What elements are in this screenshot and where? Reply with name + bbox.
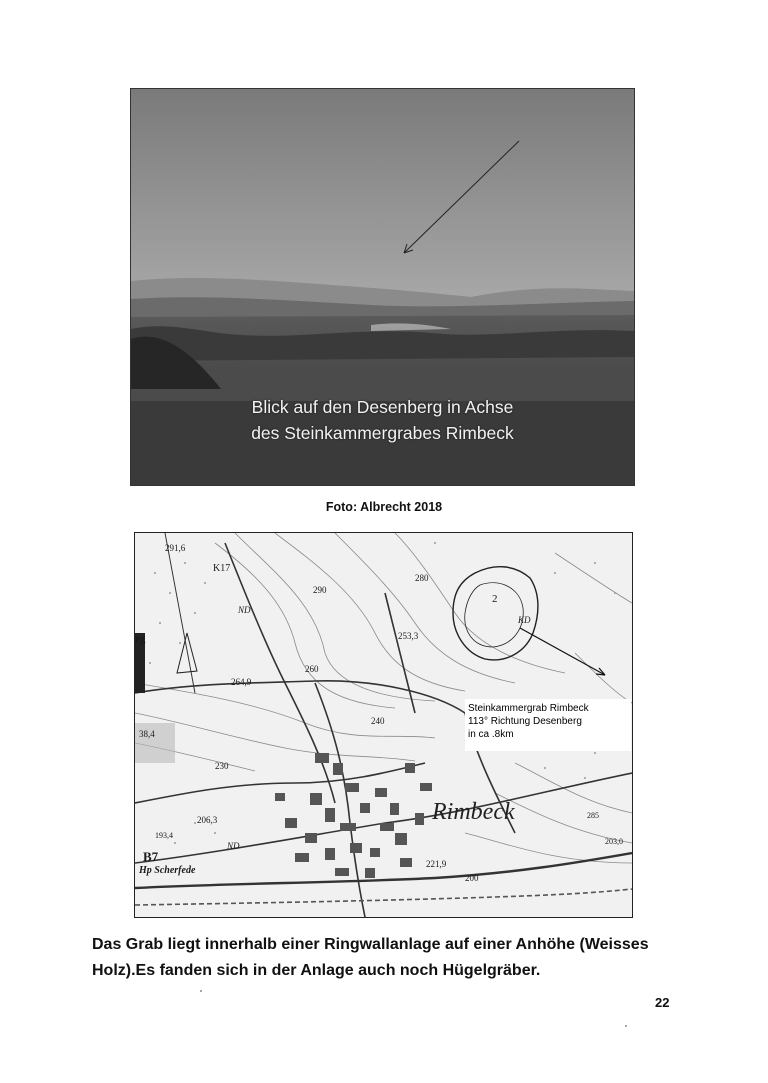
map-label-elevation: 193,4 (155, 831, 173, 840)
map-label-contour: 260 (305, 664, 319, 674)
map-label-nature-monument: ND (227, 841, 240, 851)
map-label-site-number: 2 (492, 593, 498, 605)
scan-speck (625, 1025, 627, 1027)
map-label-elevation: 203,0 (605, 837, 623, 846)
map-label-monument: KD (518, 615, 531, 625)
map-label-elevation: 291,6 (165, 543, 186, 553)
map-label-nature-monument: ND (238, 605, 251, 615)
map-town-label: Rimbeck (432, 799, 515, 825)
map-label-federal-road: B7 (143, 849, 159, 864)
photo-caption-line-1: Blick auf den Desenberg in Achse (251, 397, 514, 417)
map-annotation-line-3: in ca .8km (468, 729, 514, 740)
map-label-contour: 290 (313, 585, 327, 595)
photo-caption-line-2: des Steinkammergrabes Rimbeck (251, 423, 514, 443)
body-paragraph: Das Grab liegt innerhalb einer Ringwallanlage auf einer Anhöhe (Weisses Holz).Es fanden sich in der Anlage auch noch Hügelgräber. (92, 936, 649, 979)
map-label-road: K17 (213, 563, 231, 574)
photo-caption (131, 394, 634, 446)
map-label-elevation: 264,9 (231, 677, 252, 687)
map-label-contour: 240 (371, 716, 385, 726)
map-label-contour: 280 (415, 573, 429, 583)
map-label-station: Hp Scherfede (139, 865, 196, 876)
map-label-contour: 230 (215, 761, 229, 771)
map-annotation-line-1: Steinkammergrab Rimbeck (468, 703, 589, 714)
map-label-contour: 285 (587, 811, 599, 820)
landscape-photo (130, 88, 635, 486)
map-annotation (465, 699, 631, 751)
map-label-contour: 200 (465, 873, 479, 883)
map-label-elevation: 206,3 (197, 815, 218, 825)
map-annotation-line-2: 113° Richtung Desenberg (468, 716, 582, 727)
map-label-elevation: 38,4 (139, 729, 155, 739)
scan-speck (200, 990, 202, 992)
page-number: 22 (655, 995, 670, 1010)
map-label-elevation: 253,3 (398, 631, 419, 641)
map-label-elevation: 221,9 (426, 859, 447, 869)
photo-credit: Foto: Albrecht 2018 (325, 500, 443, 514)
topographic-map (134, 532, 633, 918)
map-label-fragment: rg (135, 633, 146, 645)
